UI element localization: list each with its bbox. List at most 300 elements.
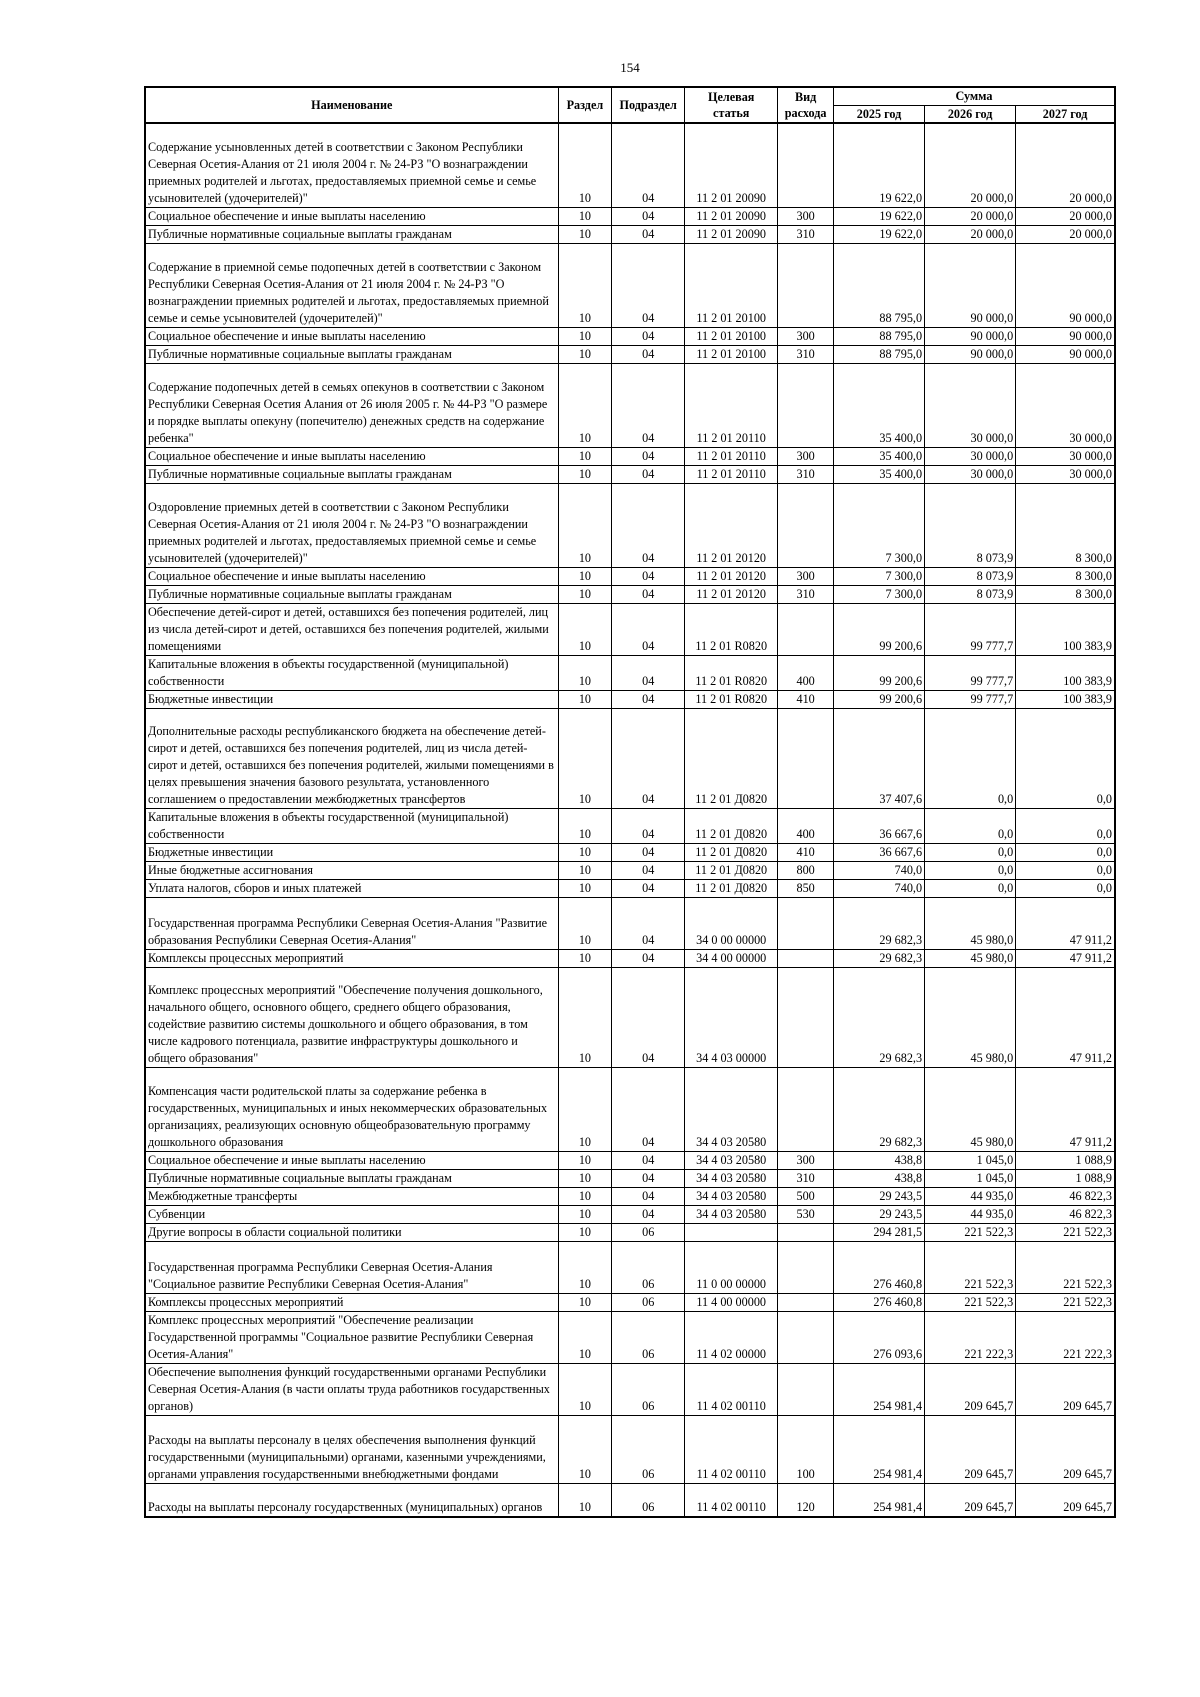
table-cell-razdel: 10	[558, 1293, 612, 1311]
table-cell-2027: 47 911,2	[1016, 1067, 1115, 1151]
table-cell-2026: 8 073,9	[925, 585, 1016, 603]
table-cell-expense-type: 400	[778, 808, 834, 843]
table-cell-razdel: 10	[558, 447, 612, 465]
table-cell-podrazdel: 04	[612, 843, 685, 861]
table-cell-expense-type: 850	[778, 879, 834, 897]
table-cell-expense-type: 300	[778, 1151, 834, 1169]
table-row	[145, 447, 1115, 465]
table-cell-2025: 254 981,4	[833, 1483, 924, 1517]
table-cell-target-article: 34 4 03 20580	[685, 1151, 778, 1169]
header-expense-type-line2: расхода	[784, 106, 827, 120]
table-cell-2025: 7 300,0	[833, 585, 924, 603]
table-cell-2025: 29 682,3	[833, 949, 924, 967]
table-cell-target-article: 34 4 03 20580	[685, 1205, 778, 1223]
table-cell-2026: 90 000,0	[925, 327, 1016, 345]
table-cell-podrazdel: 04	[612, 1169, 685, 1187]
table-row	[145, 1205, 1115, 1223]
table-cell-2027: 0,0	[1016, 879, 1115, 897]
table-cell-razdel: 10	[558, 949, 612, 967]
table-cell-2025: 276 093,6	[833, 1311, 924, 1363]
table-cell-razdel: 10	[558, 708, 612, 808]
table-row	[145, 897, 1115, 949]
table-cell-target-article: 11 2 01 20110	[685, 465, 778, 483]
header-year-2027: 2027 год	[1016, 105, 1115, 123]
table-cell-2026: 0,0	[925, 879, 1016, 897]
header-year-2025: 2025 год	[833, 105, 924, 123]
table-cell-name: Содержание в приемной семье подопечных детей в соответствии с Законом Республики Северная Осетия-Алания от 21 июля 2004 г. № 24-РЗ "О вознаграждении приемных родителей и льготах, предоставляемых приемной семье и семье усыновителей (удочерителей)"	[145, 243, 558, 327]
table-cell-2027: 20 000,0	[1016, 207, 1115, 225]
table-cell-expense-type	[778, 708, 834, 808]
table-cell-expense-type	[778, 123, 834, 207]
table-cell-expense-type: 310	[778, 345, 834, 363]
table-cell-2026: 8 073,9	[925, 567, 1016, 585]
table-cell-2027: 221 522,3	[1016, 1293, 1115, 1311]
table-cell-target-article: 11 2 01 20090	[685, 123, 778, 207]
table-cell-razdel: 10	[558, 1223, 612, 1241]
table-row	[145, 708, 1115, 808]
table-cell-razdel: 10	[558, 123, 612, 207]
table-cell-2027: 0,0	[1016, 843, 1115, 861]
table-row	[145, 1223, 1115, 1241]
table-cell-2027: 221 522,3	[1016, 1241, 1115, 1293]
table-cell-target-article: 11 2 01 20100	[685, 345, 778, 363]
table-cell-target-article: 11 2 01 20120	[685, 567, 778, 585]
table-cell-2026: 20 000,0	[925, 225, 1016, 243]
table-cell-podrazdel: 04	[612, 808, 685, 843]
table-cell-2026: 99 777,7	[925, 603, 1016, 655]
table-cell-name: Социальное обеспечение и иные выплаты населению	[145, 207, 558, 225]
table-cell-expense-type	[778, 603, 834, 655]
table-cell-2027: 0,0	[1016, 861, 1115, 879]
table-cell-name: Другие вопросы в области социальной политики	[145, 1223, 558, 1241]
table-cell-2027: 0,0	[1016, 708, 1115, 808]
table-cell-name: Расходы на выплаты персоналу государственных (муниципальных) органов	[145, 1483, 558, 1517]
table-cell-2026: 0,0	[925, 861, 1016, 879]
table-cell-razdel: 10	[558, 1205, 612, 1223]
table-cell-expense-type: 310	[778, 585, 834, 603]
table-row	[145, 363, 1115, 447]
table-cell-2026: 20 000,0	[925, 207, 1016, 225]
table-cell-2026: 44 935,0	[925, 1205, 1016, 1223]
table-row	[145, 207, 1115, 225]
table-row	[145, 1187, 1115, 1205]
table-cell-2027: 100 383,9	[1016, 603, 1115, 655]
table-cell-expense-type: 530	[778, 1205, 834, 1223]
table-row	[145, 949, 1115, 967]
table-cell-2026: 209 645,7	[925, 1483, 1016, 1517]
table-cell-expense-type: 410	[778, 690, 834, 708]
header-target-article-line1: Целевая	[708, 90, 755, 104]
table-cell-2027: 100 383,9	[1016, 690, 1115, 708]
table-cell-2025: 35 400,0	[833, 363, 924, 447]
table-cell-razdel: 10	[558, 879, 612, 897]
table-cell-podrazdel: 04	[612, 1067, 685, 1151]
table-cell-2027: 90 000,0	[1016, 243, 1115, 327]
table-cell-2027: 47 911,2	[1016, 897, 1115, 949]
table-cell-podrazdel: 04	[612, 567, 685, 585]
header-expense-type	[778, 87, 834, 123]
table-cell-razdel: 10	[558, 1483, 612, 1517]
table-cell-expense-type	[778, 1293, 834, 1311]
table-row	[145, 225, 1115, 243]
table-cell-2027: 221 522,3	[1016, 1223, 1115, 1241]
table-cell-name: Государственная программа Республики Северная Осетия-Алания "Социальное развитие Республики Северная Осетия-Алания"	[145, 1241, 558, 1293]
table-cell-2026: 30 000,0	[925, 465, 1016, 483]
table-cell-2025: 88 795,0	[833, 243, 924, 327]
table-cell-target-article: 34 4 03 20580	[685, 1067, 778, 1151]
table-cell-razdel: 10	[558, 861, 612, 879]
table-cell-2026: 44 935,0	[925, 1187, 1016, 1205]
table-cell-name: Социальное обеспечение и иные выплаты населению	[145, 567, 558, 585]
table-cell-2027: 20 000,0	[1016, 123, 1115, 207]
table-cell-podrazdel: 04	[612, 603, 685, 655]
table-cell-2027: 47 911,2	[1016, 967, 1115, 1067]
table-cell-2027: 30 000,0	[1016, 447, 1115, 465]
table-cell-expense-type	[778, 1363, 834, 1415]
table-cell-razdel: 10	[558, 345, 612, 363]
table-cell-target-article: 11 2 01 20100	[685, 243, 778, 327]
table-cell-name: Содержание усыновленных детей в соответствии с Законом Республики Северная Осетия-Алания от 21 июля 2004 г. № 24-РЗ "О вознаграждении приемных родителей и льготах, предоставляемых приемной семье и семье усыновителей (удочерителей)"	[145, 123, 558, 207]
table-cell-podrazdel: 04	[612, 967, 685, 1067]
table-cell-podrazdel: 04	[612, 1205, 685, 1223]
table-cell-2025: 35 400,0	[833, 465, 924, 483]
table-cell-2025: 438,8	[833, 1151, 924, 1169]
table-cell-name: Публичные нормативные социальные выплаты гражданам	[145, 225, 558, 243]
table-cell-2025: 99 200,6	[833, 655, 924, 690]
table-cell-podrazdel: 04	[612, 879, 685, 897]
table-row	[145, 327, 1115, 345]
table-cell-razdel: 10	[558, 1241, 612, 1293]
table-cell-target-article: 34 4 03 00000	[685, 967, 778, 1067]
table-cell-2025: 29 243,5	[833, 1205, 924, 1223]
table-cell-2025: 88 795,0	[833, 327, 924, 345]
table-row	[145, 843, 1115, 861]
table-cell-2025: 254 981,4	[833, 1415, 924, 1483]
table-cell-razdel: 10	[558, 897, 612, 949]
table-cell-2027: 1 088,9	[1016, 1169, 1115, 1187]
table-cell-2025: 88 795,0	[833, 345, 924, 363]
table-row	[145, 1415, 1115, 1483]
table-row	[145, 879, 1115, 897]
table-row	[145, 1169, 1115, 1187]
table-cell-2026: 90 000,0	[925, 243, 1016, 327]
table-cell-2026: 1 045,0	[925, 1169, 1016, 1187]
header-razdel: Раздел	[558, 87, 612, 123]
table-cell-expense-type: 310	[778, 1169, 834, 1187]
table-cell-target-article: 11 2 01 R0820	[685, 655, 778, 690]
table-cell-2025: 7 300,0	[833, 483, 924, 567]
table-cell-expense-type: 300	[778, 207, 834, 225]
table-cell-podrazdel: 04	[612, 708, 685, 808]
table-cell-2025: 29 682,3	[833, 967, 924, 1067]
table-row	[145, 808, 1115, 843]
table-cell-expense-type: 300	[778, 567, 834, 585]
table-cell-target-article: 11 2 01 20100	[685, 327, 778, 345]
table-cell-2026: 221 522,3	[925, 1223, 1016, 1241]
table-cell-name: Бюджетные инвестиции	[145, 690, 558, 708]
table-cell-razdel: 10	[558, 483, 612, 567]
page-number: 154	[620, 60, 640, 75]
table-cell-2025: 276 460,8	[833, 1293, 924, 1311]
table-cell-expense-type	[778, 897, 834, 949]
table-row	[145, 465, 1115, 483]
table-cell-2027: 8 300,0	[1016, 483, 1115, 567]
table-cell-expense-type: 120	[778, 1483, 834, 1517]
table-cell-podrazdel: 06	[612, 1415, 685, 1483]
table-cell-expense-type: 300	[778, 447, 834, 465]
table-cell-razdel: 10	[558, 1187, 612, 1205]
table-cell-target-article: 11 2 01 20120	[685, 585, 778, 603]
table-cell-2026: 221 522,3	[925, 1293, 1016, 1311]
table-cell-2026: 1 045,0	[925, 1151, 1016, 1169]
table-cell-2025: 29 243,5	[833, 1187, 924, 1205]
table-cell-target-article: 11 2 01 20110	[685, 363, 778, 447]
table-cell-podrazdel: 04	[612, 327, 685, 345]
table-cell-razdel: 10	[558, 603, 612, 655]
table-cell-2027: 8 300,0	[1016, 585, 1115, 603]
table-cell-2025: 7 300,0	[833, 567, 924, 585]
table-cell-target-article: 11 2 01 Д0820	[685, 708, 778, 808]
table-cell-2025: 35 400,0	[833, 447, 924, 465]
table-cell-2026: 30 000,0	[925, 363, 1016, 447]
table-row	[145, 1293, 1115, 1311]
table-cell-expense-type	[778, 363, 834, 447]
table-cell-2025: 29 682,3	[833, 1067, 924, 1151]
table-cell-2026: 45 980,0	[925, 1067, 1016, 1151]
table-cell-podrazdel: 06	[612, 1241, 685, 1293]
table-row	[145, 1067, 1115, 1151]
table-cell-podrazdel: 06	[612, 1311, 685, 1363]
table-cell-name: Социальное обеспечение и иные выплаты населению	[145, 1151, 558, 1169]
table-cell-target-article: 34 4 00 00000	[685, 949, 778, 967]
table-cell-razdel: 10	[558, 1151, 612, 1169]
table-cell-target-article: 11 2 01 Д0820	[685, 843, 778, 861]
table-cell-name: Капитальные вложения в объекты государственной (муниципальной) собственности	[145, 655, 558, 690]
table-cell-2025: 99 200,6	[833, 603, 924, 655]
table-cell-target-article: 11 2 01 20090	[685, 207, 778, 225]
table-cell-2025: 19 622,0	[833, 225, 924, 243]
table-cell-name: Публичные нормативные социальные выплаты гражданам	[145, 465, 558, 483]
table-cell-2025: 294 281,5	[833, 1223, 924, 1241]
table-cell-name: Иные бюджетные ассигнования	[145, 861, 558, 879]
table-cell-2026: 209 645,7	[925, 1415, 1016, 1483]
table-cell-2027: 0,0	[1016, 808, 1115, 843]
table-row	[145, 345, 1115, 363]
table-cell-razdel: 10	[558, 1363, 612, 1415]
table-cell-2027: 90 000,0	[1016, 327, 1115, 345]
table-cell-razdel: 10	[558, 655, 612, 690]
table-cell-target-article: 11 2 01 Д0820	[685, 861, 778, 879]
table-cell-podrazdel: 06	[612, 1223, 685, 1241]
table-cell-2026: 0,0	[925, 843, 1016, 861]
table-cell-name: Обеспечение выполнения функций государственными органами Республики Северная Осетия-Алания (в части оплаты труда работников государственных органов)	[145, 1363, 558, 1415]
table-cell-name: Комплекс процессных мероприятий "Обеспечение получения дошкольного, начального общего, основного общего, среднего общего образования, содействие развитию системы дошкольного и общего образования, в том числе кадрового потенциала, развитие инфраструктуры дошкольного и общего образования"	[145, 967, 558, 1067]
table-cell-podrazdel: 04	[612, 363, 685, 447]
table-cell-2027: 46 822,3	[1016, 1205, 1115, 1223]
table-cell-target-article: 11 2 01 20120	[685, 483, 778, 567]
table-cell-expense-type: 410	[778, 843, 834, 861]
table-row	[145, 567, 1115, 585]
table-cell-razdel: 10	[558, 808, 612, 843]
table-cell-razdel: 10	[558, 1067, 612, 1151]
table-cell-2025: 36 667,6	[833, 808, 924, 843]
table-cell-name: Комплексы процессных мероприятий	[145, 1293, 558, 1311]
header-expense-type-line1: Вид	[794, 90, 817, 104]
table-cell-expense-type	[778, 949, 834, 967]
header-year-2026: 2026 год	[925, 105, 1016, 123]
table-cell-target-article: 11 4 02 00110	[685, 1483, 778, 1517]
table-cell-2025: 99 200,6	[833, 690, 924, 708]
table-cell-target-article: 11 2 01 20110	[685, 447, 778, 465]
header-target-article-line2: статья	[713, 106, 750, 120]
table-cell-podrazdel: 04	[612, 465, 685, 483]
table-cell-podrazdel: 04	[612, 1187, 685, 1205]
table-cell-name: Государственная программа Республики Северная Осетия-Алания "Развитие образования Республики Северная Осетия-Алания"	[145, 897, 558, 949]
table-cell-name: Компенсация части родительской платы за содержание ребенка в государственных, муниципальных и иных некоммерческих образовательных организациях, реализующих основную общеобразовательную программу дошкольного образования	[145, 1067, 558, 1151]
table-cell-podrazdel: 04	[612, 585, 685, 603]
table-cell-razdel: 10	[558, 243, 612, 327]
table-cell-target-article: 34 4 03 20580	[685, 1187, 778, 1205]
table-cell-podrazdel: 04	[612, 1151, 685, 1169]
table-cell-2026: 30 000,0	[925, 447, 1016, 465]
table-cell-target-article: 34 4 03 20580	[685, 1169, 778, 1187]
table-cell-razdel: 10	[558, 1415, 612, 1483]
table-cell-name: Расходы на выплаты персоналу в целях обеспечения выполнения функций государственными (муниципальными) органами, казенными учреждениями, органами управления государственными внебюджетными фондами	[145, 1415, 558, 1483]
table-cell-razdel: 10	[558, 843, 612, 861]
table-cell-2026: 0,0	[925, 708, 1016, 808]
table-body	[145, 123, 1115, 1517]
table-row	[145, 861, 1115, 879]
table-cell-name: Капитальные вложения в объекты государственной (муниципальной) собственности	[145, 808, 558, 843]
table-cell-razdel: 10	[558, 225, 612, 243]
table-cell-2027: 46 822,3	[1016, 1187, 1115, 1205]
table-cell-expense-type	[778, 1241, 834, 1293]
table-cell-razdel: 10	[558, 363, 612, 447]
table-cell-2026: 209 645,7	[925, 1363, 1016, 1415]
table-row	[145, 1151, 1115, 1169]
table-cell-podrazdel: 04	[612, 861, 685, 879]
table-cell-2026: 8 073,9	[925, 483, 1016, 567]
budget-table	[144, 86, 1116, 1518]
table-cell-expense-type: 100	[778, 1415, 834, 1483]
table-cell-target-article: 11 2 01 R0820	[685, 690, 778, 708]
table-cell-name: Содержание подопечных детей в семьях опекунов в соответствии с Законом Республики Северная Осетия Алания от 26 июля 2005 г. № 44-РЗ "О размере и порядке выплаты опекуну (попечителю) денежных средств на содержание ребенка"	[145, 363, 558, 447]
table-cell-expense-type	[778, 1223, 834, 1241]
table-cell-2027: 209 645,7	[1016, 1483, 1115, 1517]
table-row	[145, 123, 1115, 207]
table-cell-target-article: 11 4 00 00000	[685, 1293, 778, 1311]
table-cell-razdel: 10	[558, 327, 612, 345]
table-cell-2025: 740,0	[833, 879, 924, 897]
table-cell-2027: 20 000,0	[1016, 225, 1115, 243]
table-cell-name: Комплекс процессных мероприятий "Обеспечение реализации Государственной программы "Социальное развитие Республики Северная Осетия-Алания"	[145, 1311, 558, 1363]
table-cell-target-article: 11 2 01 20090	[685, 225, 778, 243]
table-cell-podrazdel: 04	[612, 123, 685, 207]
table-cell-2026: 90 000,0	[925, 345, 1016, 363]
table-row	[145, 603, 1115, 655]
table-cell-podrazdel: 04	[612, 243, 685, 327]
table-cell-2025: 37 407,6	[833, 708, 924, 808]
table-cell-2027: 47 911,2	[1016, 949, 1115, 967]
table-cell-2025: 19 622,0	[833, 207, 924, 225]
table-cell-expense-type	[778, 243, 834, 327]
table-cell-2027: 209 645,7	[1016, 1415, 1115, 1483]
table-cell-name: Субвенции	[145, 1205, 558, 1223]
table-cell-2026: 45 980,0	[925, 897, 1016, 949]
table-cell-podrazdel: 04	[612, 207, 685, 225]
table-cell-expense-type	[778, 967, 834, 1067]
table-cell-razdel: 10	[558, 465, 612, 483]
table-cell-2026: 45 980,0	[925, 967, 1016, 1067]
table-cell-name: Комплексы процессных мероприятий	[145, 949, 558, 967]
table-cell-expense-type: 300	[778, 327, 834, 345]
table-row	[145, 1311, 1115, 1363]
table-cell-2026: 221 222,3	[925, 1311, 1016, 1363]
table-cell-2025: 740,0	[833, 861, 924, 879]
table-row	[145, 967, 1115, 1067]
table-cell-2025: 254 981,4	[833, 1363, 924, 1415]
table-cell-podrazdel: 04	[612, 483, 685, 567]
table-cell-target-article	[685, 1223, 778, 1241]
table-cell-2026: 99 777,7	[925, 690, 1016, 708]
table-cell-2026: 20 000,0	[925, 123, 1016, 207]
table-cell-razdel: 10	[558, 690, 612, 708]
table-cell-name: Публичные нормативные социальные выплаты гражданам	[145, 1169, 558, 1187]
table-row	[145, 1483, 1115, 1517]
table-cell-2025: 36 667,6	[833, 843, 924, 861]
table-cell-podrazdel: 06	[612, 1363, 685, 1415]
table-cell-name: Межбюджетные трансферты	[145, 1187, 558, 1205]
table-cell-2026: 221 522,3	[925, 1241, 1016, 1293]
table-cell-name: Оздоровление приемных детей в соответствии с Законом Республики Северная Осетия-Алания от 21 июля 2004 г. № 24-РЗ "О вознаграждении приемных родителей и льготах, предоставляемых приемной семье и семье усыновителей (удочерителей)"	[145, 483, 558, 567]
table-cell-expense-type: 500	[778, 1187, 834, 1205]
table-row	[145, 690, 1115, 708]
table-cell-podrazdel: 04	[612, 655, 685, 690]
table-cell-podrazdel: 04	[612, 447, 685, 465]
table-cell-name: Социальное обеспечение и иные выплаты населению	[145, 327, 558, 345]
table-cell-name: Бюджетные инвестиции	[145, 843, 558, 861]
table-cell-expense-type	[778, 483, 834, 567]
header-name: Наименование	[145, 87, 558, 123]
table-cell-podrazdel: 04	[612, 345, 685, 363]
table-row	[145, 1241, 1115, 1293]
table-cell-podrazdel: 04	[612, 225, 685, 243]
table-cell-expense-type: 800	[778, 861, 834, 879]
header-target-article	[685, 87, 778, 123]
table-cell-name: Обеспечение детей-сирот и детей, оставшихся без попечения родителей, лиц из числа детей-сирот и детей, оставшихся без попечения родителей, жилыми помещениями	[145, 603, 558, 655]
table-cell-podrazdel: 04	[612, 690, 685, 708]
table-cell-expense-type	[778, 1311, 834, 1363]
table-cell-name: Социальное обеспечение и иные выплаты населению	[145, 447, 558, 465]
table-cell-razdel: 10	[558, 967, 612, 1067]
table-cell-2026: 0,0	[925, 808, 1016, 843]
table-cell-2027: 90 000,0	[1016, 345, 1115, 363]
table-cell-2026: 45 980,0	[925, 949, 1016, 967]
table-cell-target-article: 11 2 01 Д0820	[685, 879, 778, 897]
table-cell-2026: 99 777,7	[925, 655, 1016, 690]
table-cell-expense-type: 310	[778, 225, 834, 243]
table-cell-name: Публичные нормативные социальные выплаты гражданам	[145, 345, 558, 363]
table-cell-podrazdel: 06	[612, 1293, 685, 1311]
table-cell-razdel: 10	[558, 567, 612, 585]
table-cell-expense-type	[778, 1067, 834, 1151]
table-cell-target-article: 34 0 00 00000	[685, 897, 778, 949]
table-cell-2027: 209 645,7	[1016, 1363, 1115, 1415]
table-cell-expense-type: 310	[778, 465, 834, 483]
table-cell-target-article: 11 4 02 00000	[685, 1311, 778, 1363]
table-cell-razdel: 10	[558, 1311, 612, 1363]
table-cell-target-article: 11 0 00 00000	[685, 1241, 778, 1293]
